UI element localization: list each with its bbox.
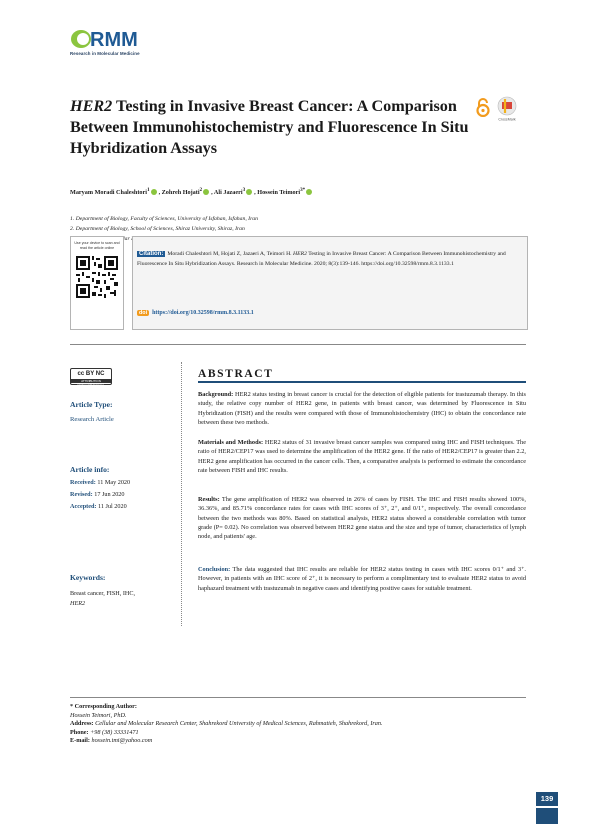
- title-rest: Testing in Invasive Breast Cancer: A Comparison Between Immunohistochemistry and Fluorescence In Situ Hybridization Assays: [70, 97, 469, 157]
- author[interactable]: Maryam Moradi Chaleshtori$^1$: [70, 187, 150, 197]
- orcid-icon[interactable]: [151, 189, 157, 195]
- affiliation: 1. Department of Biology, Faculty of Sciences, University of Isfahan, Isfahan, Iran: [70, 216, 258, 222]
- affiliation: 2. Department of Biology, School of Sciences, Shiraz University, Shiraz, Iran: [70, 226, 245, 232]
- abstract-background: Background: HER2 status testing in breast cancer is crucial for the detection of eligible patients for trastuzumab therapy. In this study, the relative copy number of HER2 gene, in patients with breast cancer, was determined by Fluorescence in Situ Hybridization (FISH) and the results were compared with those of Immunohistochemistry (IHC) to obtain the concordance rate between these two methods.: [198, 391, 526, 426]
- article-info-heading: Article info:: [70, 465, 110, 474]
- article-type-heading: Article Type:: [70, 400, 113, 409]
- citation-text: Citation: Moradi Chaleshtori M, Hojati Z, Jazaeri A, Teimori H. HER2 Testing in Invasive Breast Cancer: A Comparison Between Immunohistochemistry and Fluorescence In Situ Hybridization Assays. Research in Molecular Medicine. 2020; 8(3):139-146. https://doi.org/10.32598/rmm.8.3.1133.1: [137, 251, 506, 267]
- title-gene: HER2: [70, 97, 113, 115]
- corresponding-author: [70, 703, 383, 746]
- corresponding-phone: Phone: +98 (38) 33331471: [70, 728, 139, 736]
- date-received: Received: 11 May 2020: [70, 479, 131, 486]
- doi-link[interactable]: doi https://doi.org/10.32598/rmm.8.3.1133.1: [139, 310, 254, 316]
- crossmark-icon[interactable]: [496, 96, 518, 122]
- abstract-heading: ABSTRACT: [198, 368, 274, 380]
- article-title: [70, 96, 470, 159]
- article-type-value: Research Article: [70, 416, 114, 423]
- abstract-methods: Materials and Methods: HER2 status of 31 invasive breast cancer samples was compared using IHC and FISH techniques. The ratio of HER2/CEP17 was used to determine the amplification of the HER2 gene. If the ratio of HER2/CEP17 is greater than 2.2, HER2 gene amplification has occurred in the cancer cells. Then, a comparative analysis is performed to estimate the concordance rate between FISH and IHC results.: [198, 439, 526, 474]
- qr-caption: Use your device to scan and read the article online: [74, 241, 120, 250]
- author[interactable]: Ali Jazaeri$^3$: [213, 187, 246, 197]
- logo-subtitle: Research in Molecular Medicine: [70, 51, 140, 56]
- abstract-results: Results: The gene amplification of HER2 was observed in 26% of cases by FISH. The IHC and FISH results showed 100%, 36.36%, and 85.71% concordance rates for cases with IHC scores of 3⁺, 2⁺, and 0/1⁺, respectively. The overall concordance between the two methods was 80%. Based on statistical analysis, HER2 status showed a considerable correlation with tumor grade (P= 0.02). No correlation was observed between HER2 gene status and the size and type of tumor, characteristics of lymph node, and patients' age.: [198, 496, 526, 541]
- orcid-icon[interactable]: [246, 189, 252, 195]
- logo-letters: RMM: [90, 29, 138, 51]
- divider: [70, 344, 526, 345]
- doi-icon: doi: [139, 310, 148, 316]
- date-accepted: Accepted: 11 Jul 2020: [70, 503, 127, 510]
- abstract-conclusion: Conclusion: The data suggested that IHC results are reliable for HER2 status testing in cases with IHC scores 0/1⁺ and 3⁺. However, in patients with an IHC score of 2⁺, it is necessary to perform a complimentary test to evaluate HER2 status to avoid haphazard treatment with trastuzumab in negative cases and identifying positive cases for suitable treatment.: [198, 566, 526, 592]
- citation-label: Citation:: [139, 251, 164, 257]
- author[interactable]: Hossein Teimori$^{3*}$: [257, 187, 306, 197]
- orcid-icon[interactable]: [306, 189, 312, 195]
- citation-box: [132, 236, 528, 330]
- column-divider: [181, 362, 183, 626]
- crossmark-label: CrossMark: [498, 117, 516, 122]
- date-revised: Revised: 17 Jun 2020: [70, 491, 125, 498]
- abstract-rule: [198, 381, 526, 383]
- corresponding-name: Hossein Teimori, PhD.: [70, 711, 127, 719]
- journal-logo: [70, 24, 160, 54]
- open-access-icon: [476, 98, 490, 117]
- corresponding-address: Address: Cellular and Molecular Research Center, Shahrekord University of Medical Sciences, Rahmatieh, Shahrekord, Iran.: [70, 720, 383, 728]
- keywords-heading: Keywords:: [70, 573, 106, 582]
- cc-license-icon[interactable]: cc BY NC ATTRIBUTION NONCOMMERCIAL: [70, 368, 112, 385]
- keywords-list: Breast cancer, FISH, IHC, HER2: [70, 590, 136, 607]
- page-number: 139: [536, 792, 558, 806]
- page-bar: [536, 808, 558, 824]
- divider: [70, 697, 526, 698]
- author-list: Maryam Moradi Chaleshtori$^1$ , Zohreh Hojati$^2$ , Ali Jazaeri$^3$ , Hossein Teimori$^{3*}$: [70, 187, 314, 196]
- orcid-icon[interactable]: [203, 189, 209, 195]
- qr-code-icon[interactable]: [76, 256, 118, 298]
- qr-panel: [70, 236, 124, 330]
- corresponding-email[interactable]: E-mail: hossein.tmi@yahoo.com: [70, 737, 153, 745]
- author[interactable]: Zohreh Hojati$^2$: [161, 187, 203, 197]
- corresponding-heading: * Corresponding Author:: [70, 703, 137, 710]
